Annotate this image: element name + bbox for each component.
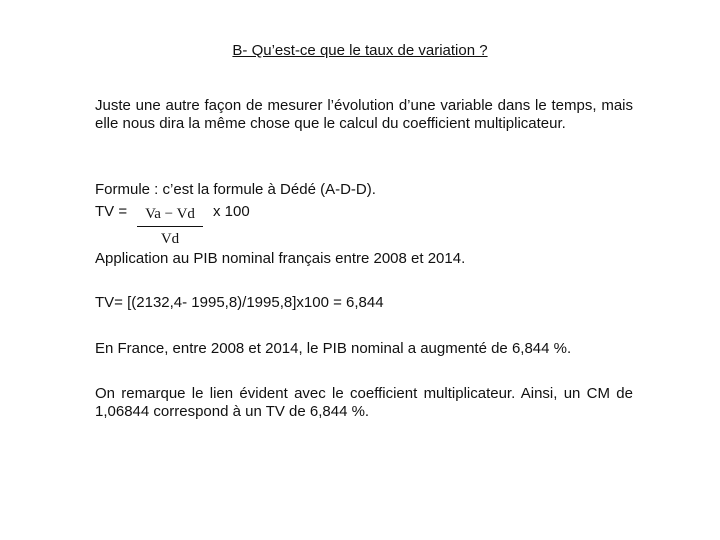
formula-label: TV =	[95, 203, 128, 220]
formula-description: Formule : c’est la formule à Dédé (A-D-D).	[95, 181, 376, 198]
slide-title: B- Qu’est-ce que le taux de variation ?	[232, 42, 488, 59]
application-text: Application au PIB nominal français entre 2008 et 2014.	[95, 250, 466, 267]
fraction-bar	[137, 226, 203, 227]
formula-multiplier: x 100	[213, 203, 250, 220]
intro-paragraph: Juste une autre façon de mesurer l’évolution d’une variable dans le temps, mais elle nous dira la même chose que le calcul du coefficient multiplicateur.	[95, 97, 633, 132]
fraction-numerator: Va − Vd	[145, 206, 195, 222]
formula-equation	[95, 203, 395, 247]
calculation-text: TV= [(2132,4- 1995,8)/1995,8]x100 = 6,844	[95, 294, 384, 311]
result-text: En France, entre 2008 et 2014, le PIB nominal a augmenté de 6,844 %.	[95, 340, 572, 357]
formula-fraction	[135, 205, 205, 248]
fraction-denominator: Vd	[160, 231, 180, 247]
conclusion-paragraph: On remarque le lien évident avec le coefficient multiplicateur. Ainsi, un CM de 1,06844 correspond à un TV de 6,844 %.	[95, 385, 633, 420]
